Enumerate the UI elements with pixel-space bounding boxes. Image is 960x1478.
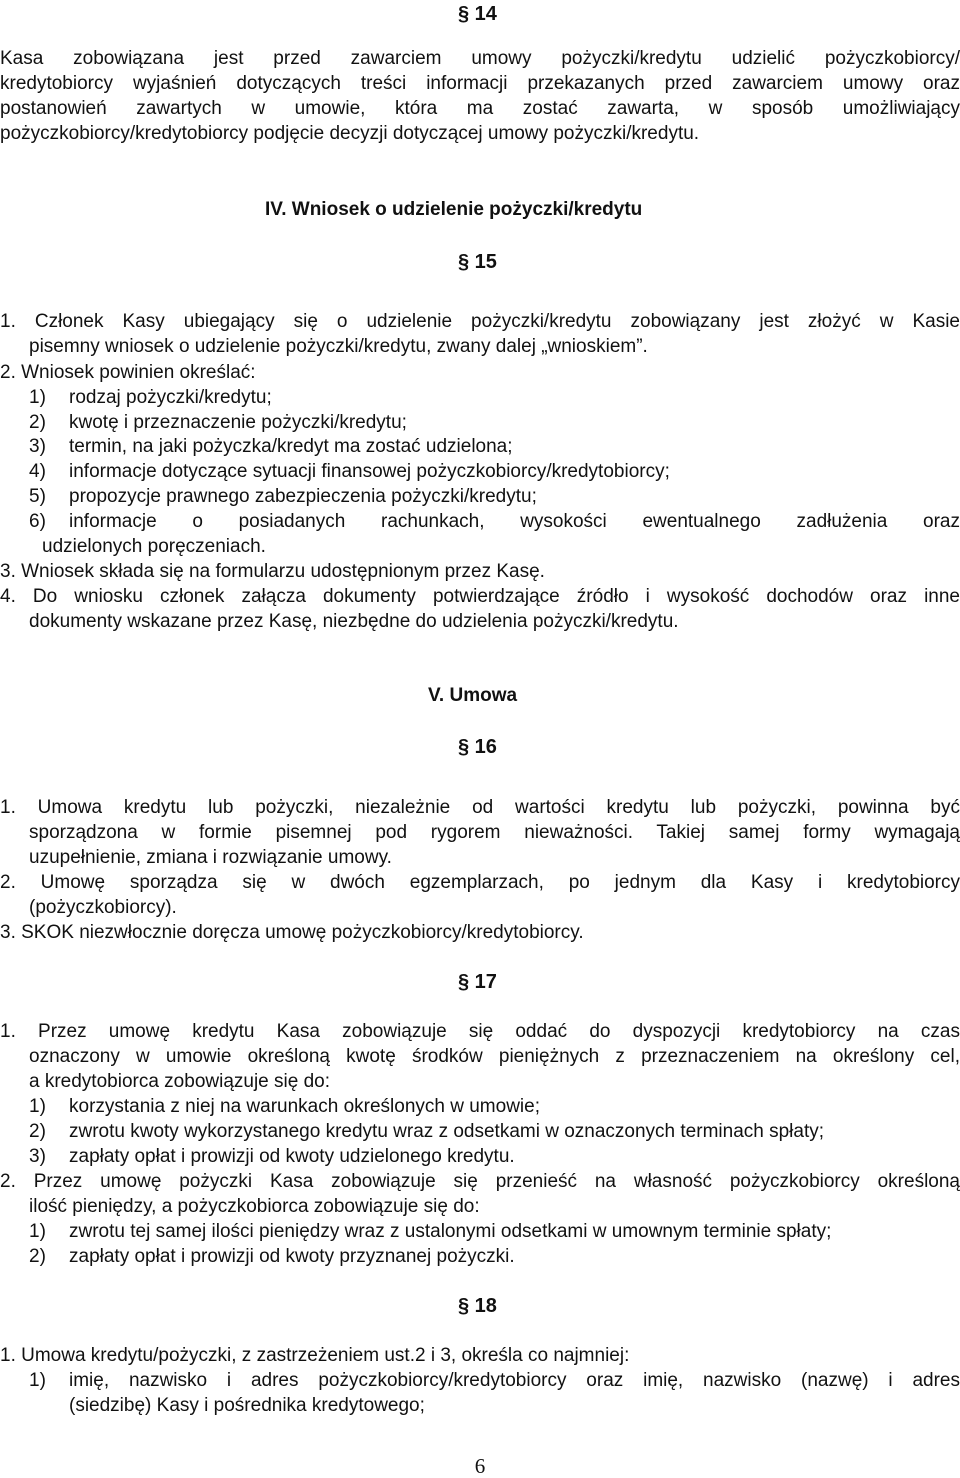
list-item: 1) rodzaj pożyczki/kredytu; [29, 387, 272, 408]
list-item: 1) korzystania z niej na warunkach określonych w umowie; [29, 1096, 540, 1117]
paragraph-line: pożyczkobiorcy/kredytobiorcy podjęcie decyzji dotyczącej umowy pożyczki/kredytu. [0, 123, 700, 144]
section-heading-15: § 15 [458, 251, 497, 273]
paragraph-line: pisemny wniosek o udzielenie pożyczki/kredytu, zwany dalej „wnioskiem”. [29, 336, 648, 357]
list-item: 3) termin, na jaki pożyczka/kredyt ma zostać udzielona; [29, 436, 513, 457]
section-heading-17: § 17 [458, 971, 497, 993]
chapter-title-iv: IV. Wniosek o udzielenie pożyczki/kredytu [265, 199, 643, 220]
paragraph-line: (pożyczkobiorcy). [29, 897, 177, 918]
list-item-continuation: (siedzibę) Kasy i pośrednika kredytowego; [69, 1395, 425, 1416]
paragraph-line: 3. Wniosek składa się na formularzu udostępnionym przez Kasę. [0, 561, 545, 582]
section-heading-18: § 18 [458, 1295, 497, 1317]
list-item: 2) zwrotu kwoty wykorzystanego kredytu wraz z odsetkami w oznaczonych terminach spłaty; [29, 1121, 825, 1142]
paragraph-line: 4. Do wniosku członek załącza dokumenty potwierdzające źródło i wysokość dochodów oraz inne [0, 586, 960, 607]
list-item: 3) zapłaty opłat i prowizji od kwoty udzielonego kredytu. [29, 1146, 515, 1167]
paragraph-line: a kredytobiorca zobowiązuje się do: [29, 1071, 331, 1092]
paragraph-line: 1. Umowa kredytu lub pożyczki, niezależnie od wartości kredytu lub pożyczki, powinna być [0, 797, 960, 818]
section-heading-16: § 16 [458, 736, 497, 758]
paragraph-line: 2. Umowę sporządza się w dwóch egzemplarzach, po jednym dla Kasy i kredytobiorcy [0, 872, 960, 893]
paragraph-line: 1. Przez umowę kredytu Kasa zobowiązuje się oddać do dyspozycji kredytobiorcy na czas [0, 1021, 960, 1042]
paragraph-line: dokumenty wskazane przez Kasę, niezbędne do udzielenia pożyczki/kredytu. [29, 611, 679, 632]
paragraph-line: 1. Umowa kredytu/pożyczki, z zastrzeżeniem ust.2 i 3, określa co najmniej: [0, 1345, 630, 1366]
list-item: 1) imię, nazwisko i adres pożyczkobiorcy/kredytobiorcy oraz imię, nazwisko (nazwę) i adres [29, 1370, 960, 1391]
list-item: 5) propozycje prawnego zabezpieczenia pożyczki/kredytu; [29, 486, 537, 507]
paragraph-line: 3. SKOK niezwłocznie doręcza umowę pożyczkobiorcy/kredytobiorcy. [0, 922, 584, 943]
paragraph-line: sporządzona w formie pisemnej pod rygorem nieważności. Takiej samej formy wymagają [29, 822, 960, 843]
paragraph-line: 2. Wniosek powinien określać: [0, 362, 256, 383]
list-item: 6) informacje o posiadanych rachunkach, wysokości ewentualnego zadłużenia oraz [29, 511, 960, 532]
list-item: 2) kwotę i przeznaczenie pożyczki/kredytu; [29, 412, 407, 433]
paragraph-line: Kasa zobowiązana jest przed zawarciem umowy pożyczki/kredytu udzielić pożyczkobiorcy/ [0, 48, 960, 69]
paragraph-line: 1. Członek Kasy ubiegający się o udzielenie pożyczki/kredytu zobowiązany jest złożyć w Kasie [0, 311, 960, 332]
list-item-continuation: udzielonych poręczeniach. [42, 536, 266, 557]
paragraph-line: oznaczony w umowie określoną kwotę środków pieniężnych z przeznaczeniem na określony cel, [29, 1046, 960, 1067]
paragraph-line: ilość pieniędzy, a pożyczkobiorca zobowiązuje się do: [29, 1196, 480, 1217]
list-item: 1) zwrotu tej samej ilości pieniędzy wraz z ustalonymi odsetkami w umownym terminie spłaty; [29, 1221, 832, 1242]
paragraph-line: postanowień zawartych w umowie, która ma zostać zawarta, w sposób umożliwiający [0, 98, 960, 119]
page-number: 6 [474, 1454, 486, 1478]
list-item: 4) informacje dotyczące sytuacji finansowej pożyczkobiorcy/kredytobiorcy; [29, 461, 670, 482]
paragraph-line: kredytobiorcy wyjaśnień dotyczących treści informacji przekazanych przed zawarciem umowy oraz [0, 73, 960, 94]
section-heading-14: § 14 [458, 3, 497, 25]
paragraph-line: 2. Przez umowę pożyczki Kasa zobowiązuje się przenieść na własność pożyczkobiorcy określoną [0, 1171, 960, 1192]
chapter-title-v: V. Umowa [428, 685, 518, 706]
paragraph-line: uzupełnienie, zmiana i rozwiązanie umowy. [29, 847, 392, 868]
list-item: 2) zapłaty opłat i prowizji od kwoty przyznanej pożyczki. [29, 1246, 515, 1267]
